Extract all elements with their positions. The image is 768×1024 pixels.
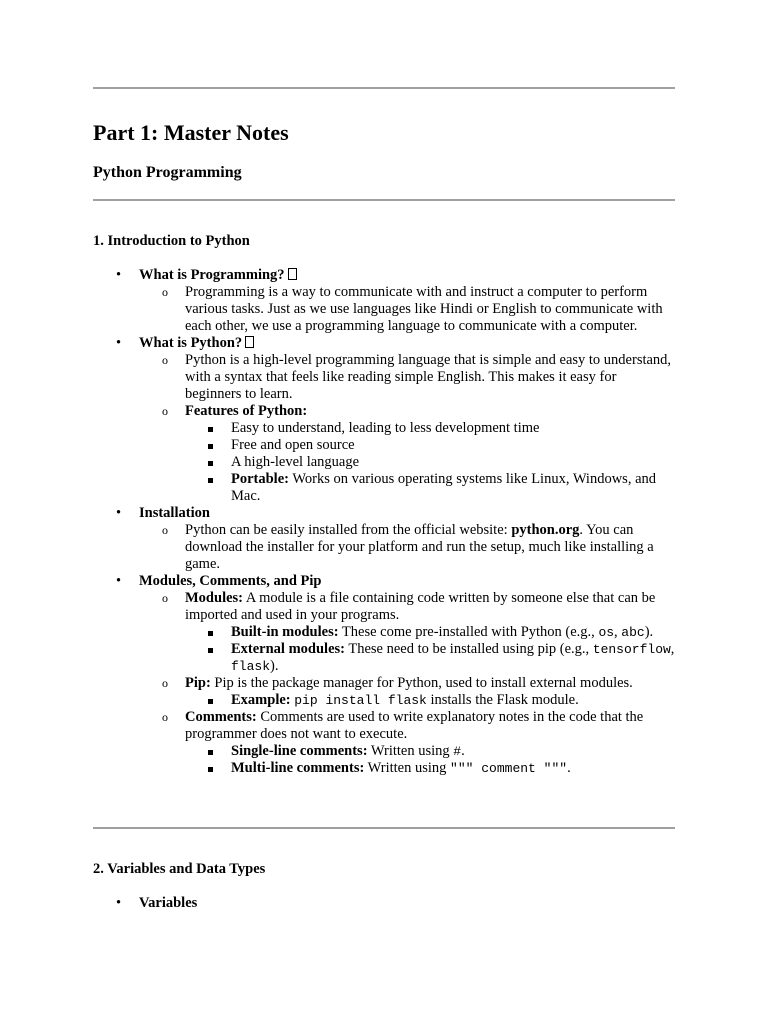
item-label: Example:: [231, 692, 291, 708]
item-text: .: [567, 760, 571, 776]
item-label: Variables: [139, 895, 198, 911]
item-label: Modules, Comments, and Pip: [139, 573, 322, 589]
list-item: [139, 522, 675, 573]
item-label: Modules:: [185, 590, 243, 606]
paragraph-text: Programming is a way to communicate with and instruct a computer to perform various tasks. Just as we use languages like Hindi or English to communicate with each other, we use a programming language to communicate with a computer.: [185, 284, 663, 334]
missing-glyph-icon: [288, 268, 297, 280]
section1-list: [93, 267, 675, 777]
item-text: ).: [270, 658, 279, 674]
item-label: Single-line comments:: [231, 743, 368, 759]
section-heading-variables: 2. Variables and Data Types: [93, 861, 266, 877]
horizontal-rule: [93, 87, 675, 89]
item-text: Pip is the package manager for Python, used to install external modules.: [210, 675, 633, 691]
item-text: ).: [644, 624, 654, 640]
item-text: ,: [614, 624, 622, 640]
list-item: Free and open source: [185, 437, 675, 454]
item-text: A module is a file containing code written by someone else that can be imported and used in your programs.: [185, 590, 656, 623]
item-label: Features of Python:: [185, 403, 308, 419]
list-item-pip: [139, 675, 675, 709]
list-item: A high-level language: [185, 454, 675, 471]
list-item-features: [139, 403, 675, 505]
page-title: Part 1: Master Notes: [93, 120, 289, 145]
item-text: These need to be installed using pip (e.g.,: [344, 641, 593, 657]
code-text: #: [453, 744, 462, 759]
section2-list: [93, 895, 675, 912]
list-item-installation: [93, 505, 675, 573]
horizontal-rule: [93, 827, 675, 829]
item-text: Written using: [364, 760, 451, 776]
website-name: python.org: [511, 522, 580, 538]
item-text: Written using: [367, 743, 454, 759]
item-label: External modules:: [231, 641, 345, 657]
list-item-example: [185, 692, 675, 709]
list-item: [139, 284, 675, 335]
paragraph-text: Python is a high-level programming language that is simple and easy to understand, with a syntax that feels like reading simple English. This makes it easy for beginners to learn.: [185, 352, 672, 402]
item-label: Built-in modules:: [231, 624, 339, 640]
list-item-builtin-modules: [185, 624, 675, 641]
section-heading-introduction: 1. Introduction to Python: [93, 233, 250, 249]
list-item: Easy to understand, leading to less development time: [185, 420, 675, 437]
list-item-portable: [185, 471, 675, 505]
page-subtitle: Python Programming: [93, 164, 242, 181]
item-text: Works on various operating systems like Linux, Windows, and Mac.: [231, 471, 657, 504]
list-item: [139, 352, 675, 403]
list-item-variables: [93, 895, 675, 912]
item-text: installs the Flask module.: [426, 692, 579, 708]
list-item-comments: [139, 709, 675, 777]
code-text: os: [598, 625, 615, 640]
item-label: Comments:: [185, 709, 257, 725]
code-text: abc: [621, 625, 645, 640]
item-text: Python can be easily installed from the official website:: [185, 522, 512, 538]
code-text: """ comment """: [450, 761, 568, 776]
item-label: Installation: [139, 505, 210, 521]
item-text: Comments are used to write explanatory notes in the code that the programmer does not want to execute.: [185, 709, 644, 742]
list-item-multi-line: [185, 760, 675, 777]
item-label: Multi-line comments:: [231, 760, 365, 776]
list-item-what-is-programming: [93, 267, 675, 335]
missing-glyph-icon: [245, 336, 254, 348]
item-label: What is Programming?: [139, 267, 285, 283]
list-item-external-modules: [185, 641, 675, 675]
list-item-modules: [139, 590, 675, 675]
code-text: flask: [231, 659, 271, 674]
item-label: Pip:: [185, 675, 211, 691]
item-text: .: [461, 743, 465, 759]
list-item-modules-comments-pip: [93, 573, 675, 777]
list-item-what-is-python: [93, 335, 675, 505]
horizontal-rule: [93, 199, 675, 201]
item-text: ,: [670, 641, 675, 657]
item-label: What is Python?: [139, 335, 243, 351]
code-text: pip install flask: [294, 693, 427, 708]
item-text: These come pre-installed with Python (e.g.,: [338, 624, 599, 640]
item-text: . You can download the installer for your platform and run the setup, much like installing a game.: [185, 522, 654, 572]
list-item-single-line: [185, 743, 675, 760]
item-label: Portable:: [231, 471, 289, 487]
code-text: tensorflow: [592, 642, 671, 657]
